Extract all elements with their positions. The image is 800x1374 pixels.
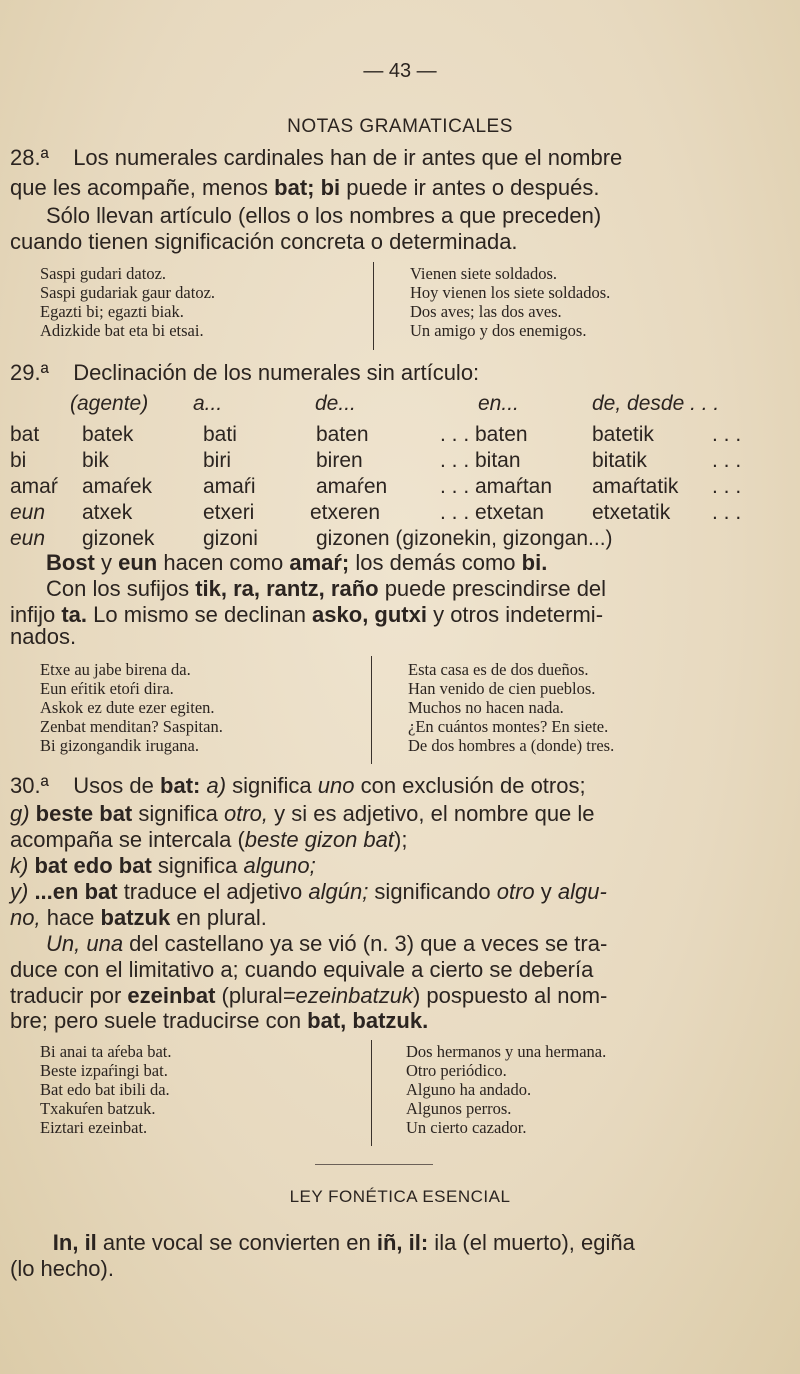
- text-span: los demás como: [349, 550, 522, 575]
- decl-header-a: a...: [193, 392, 223, 415]
- bold-term: amaŕ;: [289, 550, 350, 575]
- section-title: NOTAS GRAMATICALES: [287, 116, 513, 137]
- text-span: traduce el adjetivo: [117, 879, 309, 904]
- example-line: ¿En cuántos montes? En siete.: [408, 717, 609, 736]
- s28-text2a: que les acompañe, menos: [10, 175, 275, 200]
- text-span: ante vocal se convierten en: [96, 1230, 377, 1255]
- decl-cell: biri: [203, 449, 232, 472]
- divider-line: [371, 656, 372, 764]
- text-span: acompaña se intercala (: [10, 827, 245, 852]
- example-line: Un amigo y dos enemigos.: [410, 321, 587, 340]
- s28-number: 28.ª: [10, 145, 49, 170]
- decl-cell: amaŕtatik: [592, 475, 679, 498]
- bold-term: bat:: [160, 773, 201, 798]
- bold-term: bat edo bat: [28, 853, 152, 878]
- s28-text2b: puede ir antes o después.: [340, 175, 600, 200]
- example-block-1-spanish: [410, 264, 610, 340]
- decl-cell: eun: [10, 527, 46, 550]
- bold-term: beste bat: [29, 801, 133, 826]
- example-line: De dos hombres a (donde) tres.: [408, 736, 615, 755]
- decl-header-desde: de, desde . . .: [592, 392, 720, 415]
- text-span: hacen como: [157, 550, 290, 575]
- example-line: Esta casa es de dos dueños.: [408, 660, 589, 679]
- bold-term: In, il: [52, 1230, 97, 1255]
- example-line: Txakuŕen batzuk.: [40, 1099, 156, 1118]
- text-span: significa: [132, 801, 224, 826]
- text-span: del castellano ya se vió (n. 3) que a veces se tra-: [123, 931, 608, 956]
- example-line: Dos hermanos y una hermana.: [406, 1042, 607, 1061]
- text-span: significando: [368, 879, 497, 904]
- s30-line2: [10, 801, 595, 827]
- example-line: Bat edo bat ibili da.: [40, 1080, 170, 1099]
- example-line: Bi anai ta aŕeba bat.: [40, 1042, 172, 1061]
- s28-bat: bat; bi: [274, 175, 341, 200]
- example-line: Zenbat menditan? Saspitan.: [40, 717, 223, 736]
- s29-bost-line: [46, 550, 547, 576]
- example-line: Eiztari ezeinbat.: [40, 1118, 148, 1137]
- text-span: Usos de: [73, 773, 161, 798]
- example-line: Adizkide bat eta bi etsai.: [40, 321, 204, 340]
- decl-cell: . . . baten: [440, 423, 528, 446]
- s29-nados-line: nados.: [10, 624, 77, 649]
- s28-line4: cuando tienen significación concreta o determinada.: [10, 229, 518, 254]
- bold-term: ta.: [61, 602, 88, 627]
- example-line: Otro periódico.: [406, 1061, 507, 1080]
- italic-term: y): [10, 879, 29, 904]
- text-span: puede prescindirse del: [378, 576, 607, 601]
- bold-term: ...en bat: [28, 879, 118, 904]
- decl-cell: biren: [316, 449, 363, 472]
- text-span: y: [534, 879, 558, 904]
- decl-cell: atxek: [82, 501, 133, 524]
- bold-term: tik, ra, rantz, raño: [195, 576, 379, 601]
- bold-term: batzuk: [100, 905, 171, 930]
- decl-cell: gizonek: [82, 527, 155, 550]
- decl-cell: amaŕek: [82, 475, 153, 498]
- italic-term: k): [10, 853, 29, 878]
- text-span: y otros indetermi-: [426, 602, 604, 627]
- italic-term: algún;: [308, 879, 369, 904]
- example-line: Un cierto cazador.: [406, 1118, 527, 1137]
- ley-title: LEY FONÉTICA ESENCIAL: [289, 1187, 511, 1206]
- bold-term: asko, gutxi: [312, 602, 427, 627]
- s28-line2: [10, 175, 599, 201]
- text-span: infijo: [10, 602, 62, 627]
- s30-line1: [10, 773, 586, 799]
- text-span: ila (el muerto), egiña: [428, 1230, 635, 1255]
- italic-term: g): [10, 801, 30, 826]
- decl-cell: . . . etxetan: [440, 501, 544, 524]
- example-line: Askok ez dute ezer egiten.: [40, 698, 215, 717]
- s30-line4: [10, 853, 316, 879]
- example-line: Egazti bi; egazti biak.: [40, 302, 184, 321]
- italic-term: alguno;: [243, 853, 316, 878]
- text-span: hace: [40, 905, 101, 930]
- decl-cell: eun: [10, 501, 46, 524]
- text-span: Con los sufijos: [46, 576, 196, 601]
- s29-infijo-line: [10, 602, 603, 628]
- example-block-1-basque: [40, 264, 215, 340]
- italic-term: no,: [10, 905, 41, 930]
- s29-title: Declinación de los numerales sin artículo:: [73, 360, 480, 385]
- text-span: bre; pero suele traducirse con: [10, 1008, 308, 1033]
- s28-text1: Los numerales cardinales han de ir antes que el nombre: [73, 145, 623, 170]
- italic-term: uno: [317, 773, 355, 798]
- example-block-2-basque: [40, 660, 223, 755]
- example-line: Saspi gudariak gaur datoz.: [40, 283, 216, 302]
- italic-term: otro: [496, 879, 535, 904]
- italic-term: a): [206, 773, 227, 798]
- decl-cell: amaŕi: [203, 475, 256, 498]
- decl-header-de: de...: [315, 392, 356, 415]
- italic-term: beste gizon bat: [244, 827, 395, 852]
- s30-line3: [10, 827, 407, 853]
- s29-title-line: [10, 360, 479, 386]
- decl-cell: gizoni: [203, 527, 258, 550]
- example-line: Hoy vienen los siete soldados.: [410, 283, 611, 302]
- decl-cell: amaŕ: [10, 475, 58, 498]
- decl-cell: etxeren: [310, 501, 381, 524]
- decl-cell: bik: [82, 449, 109, 472]
- example-line: Bi gizongandik irugana.: [40, 736, 200, 755]
- decl-cell: . . .: [712, 501, 742, 524]
- page-number: — 43 —: [363, 60, 437, 82]
- s30-number: 30.ª: [10, 773, 49, 798]
- text-span: );: [394, 827, 408, 852]
- text-span: ) pospuesto al nom-: [412, 983, 608, 1008]
- example-line: Alguno ha andado.: [406, 1080, 532, 1099]
- decl-cell: bat: [10, 423, 40, 446]
- bold-term: bi.: [521, 550, 548, 575]
- decl-cell: etxetatik: [592, 501, 671, 524]
- italic-term: =ezeinbatzuk: [282, 983, 413, 1008]
- decl-header-en: en...: [478, 392, 519, 415]
- decl-cell: . . .: [712, 449, 742, 472]
- decl-cell: bitatik: [592, 449, 647, 472]
- s30-line9: [10, 983, 607, 1009]
- decl-cell: . . .: [712, 423, 742, 446]
- italic-term: algu-: [557, 879, 607, 904]
- example-line: Muchos no hacen nada.: [408, 698, 564, 717]
- s29-sufijos-line: [46, 576, 606, 602]
- s28-line1: [10, 145, 622, 171]
- decl-cell: batek: [82, 423, 134, 446]
- example-line: Algunos perros.: [406, 1099, 512, 1118]
- text-span: en plural.: [170, 905, 267, 930]
- s30-line10: [10, 1008, 428, 1034]
- decl-cell: bati: [203, 423, 237, 446]
- example-line: Etxe au jabe birena da.: [40, 660, 191, 679]
- example-block-2-spanish: [408, 660, 614, 755]
- s28-line3: Sólo llevan artículo (ellos o los nombres a que preceden): [46, 203, 602, 228]
- italic-term: otro,: [223, 801, 269, 826]
- divider-line: [371, 1040, 372, 1146]
- example-block-3-basque: [40, 1042, 171, 1137]
- text-span: traducir por: [10, 983, 128, 1008]
- s30-line8: duce con el limitativo a; cuando equivale a cierto se debería: [10, 957, 594, 982]
- text-span: significa: [151, 853, 244, 878]
- decl-cell: bi: [10, 449, 27, 472]
- decl-header-agente: (agente): [70, 392, 149, 415]
- decl-cell: etxeri: [203, 501, 255, 524]
- example-line: Han venido de cien pueblos.: [408, 679, 596, 698]
- decl-cell: batetik: [592, 423, 654, 446]
- ley-line1: [10, 1230, 635, 1256]
- example-line: Vienen siete soldados.: [410, 264, 558, 283]
- text-span: y si es adjetivo, el nombre que le: [268, 801, 595, 826]
- text-span: con exclusión de otros;: [354, 773, 586, 798]
- bold-term: eun: [118, 550, 158, 575]
- divider-line: [373, 262, 374, 350]
- s30-line5: [10, 879, 607, 905]
- bold-term: ezeinbat: [127, 983, 216, 1008]
- example-line: Eun eŕitik etoŕi dira.: [40, 679, 174, 698]
- example-line: Saspi gudari datoz.: [40, 264, 167, 283]
- example-line: Dos aves; las dos aves.: [410, 302, 562, 321]
- s30-line7: [46, 931, 607, 957]
- text-span: (plural: [215, 983, 283, 1008]
- separator-rule: [315, 1164, 433, 1165]
- s30-line6: [10, 905, 267, 931]
- ley-line2: (lo hecho).: [10, 1256, 114, 1281]
- decl-cell: amaŕen: [316, 475, 388, 498]
- decl-cell: . . . bitan: [440, 449, 521, 472]
- decl-cell: baten: [316, 423, 369, 446]
- text-span: Lo mismo se declinan: [87, 602, 313, 627]
- italic-term: Un, una: [46, 931, 124, 956]
- text-span: significa: [226, 773, 318, 798]
- example-block-3-spanish: [406, 1042, 606, 1137]
- decl-cell: gizonen (gizonekin, gizongan...): [316, 527, 613, 550]
- text-span: y: [94, 550, 119, 575]
- example-line: Beste izpaŕingi bat.: [40, 1061, 168, 1080]
- bold-term: bat, batzuk.: [307, 1008, 429, 1033]
- bold-term: Bost: [46, 550, 95, 575]
- bold-term: iñ, il:: [376, 1230, 429, 1255]
- decl-cell: . . . amaŕtan: [440, 475, 553, 498]
- decl-cell: . . .: [712, 475, 742, 498]
- s29-number: 29.ª: [10, 360, 49, 385]
